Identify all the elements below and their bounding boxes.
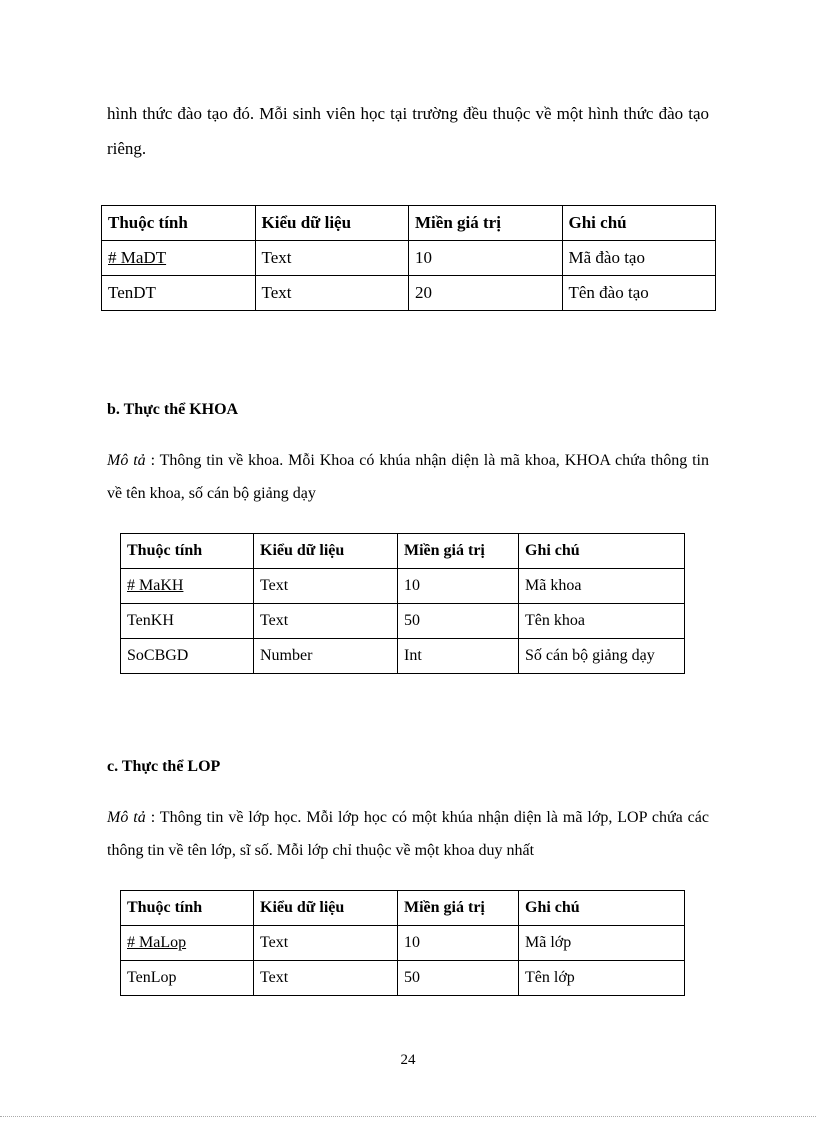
section-b-description: [107, 444, 709, 510]
header-cell: Thuộc tính: [121, 534, 254, 569]
table-cell: Text: [255, 241, 409, 276]
header-cell: Thuộc tính: [121, 891, 254, 926]
table-cell: SoCBGD: [121, 639, 254, 674]
table-header-row: [121, 534, 685, 569]
dao-tao-attribute-table: [101, 205, 716, 311]
table-cell: 10: [398, 926, 519, 961]
table-cell: 10: [409, 241, 563, 276]
header-cell: Ghi chú: [562, 206, 716, 241]
table-cell: TenKH: [121, 604, 254, 639]
table-cell: 50: [398, 961, 519, 996]
header-cell: Thuộc tính: [102, 206, 256, 241]
table-cell: Text: [254, 604, 398, 639]
header-cell: Kiểu dữ liệu: [254, 891, 398, 926]
table-cell: Text: [254, 961, 398, 996]
table-row: [102, 276, 716, 311]
table-header-row: [121, 891, 685, 926]
table-row: [121, 926, 685, 961]
table-row: [121, 639, 685, 674]
header-cell: Ghi chú: [519, 891, 685, 926]
primary-key-cell: # MaKH: [127, 577, 184, 594]
table-cell: 10: [398, 569, 519, 604]
table-cell: Mã đào tạo: [562, 241, 716, 276]
header-cell: Miền giá trị: [398, 534, 519, 569]
table-cell: TenLop: [121, 961, 254, 996]
table-cell: Text: [254, 926, 398, 961]
table-row: [121, 604, 685, 639]
description-text: : Thông tin về khoa. Mỗi Khoa có khúa nhận diện là mã khoa, KHOA chứa thông tin về tên khoa, số cán bộ giảng dạy: [107, 452, 709, 502]
header-cell: Miền giá trị: [409, 206, 563, 241]
description-label: Mô tả: [107, 452, 146, 469]
page-number: 24: [400, 1052, 416, 1068]
section-b-heading: b. Thực thể KHOA: [107, 401, 239, 418]
table-cell: Số cán bộ giảng dạy: [519, 639, 685, 674]
table-cell: 20: [409, 276, 563, 311]
header-cell: Ghi chú: [519, 534, 685, 569]
table-cell: Int: [398, 639, 519, 674]
description-label: Mô tả: [107, 809, 146, 826]
table-cell: Text: [255, 276, 409, 311]
lop-attribute-table: [120, 890, 685, 996]
page-bottom-divider: [0, 1116, 816, 1117]
table-cell: Mã khoa: [519, 569, 685, 604]
table-cell: Tên đào tạo: [562, 276, 716, 311]
table-cell: Tên lớp: [519, 961, 685, 996]
table-header-row: [102, 206, 716, 241]
section-c-description: [107, 801, 709, 867]
table-cell: Tên khoa: [519, 604, 685, 639]
table-cell: 50: [398, 604, 519, 639]
header-cell: Kiểu dữ liệu: [254, 534, 398, 569]
table-row: [102, 241, 716, 276]
table-row: [121, 569, 685, 604]
header-cell: Kiểu dữ liệu: [255, 206, 409, 241]
khoa-attribute-table: [120, 533, 685, 674]
intro-paragraph: hình thức đào tạo đó. Mỗi sinh viên học tại trường đều thuộc về một hình thức đào tạo riêng.: [107, 104, 709, 158]
table-cell: Number: [254, 639, 398, 674]
description-text: : Thông tin về lớp học. Mỗi lớp học có một khúa nhận diện là mã lớp, LOP chứa các thông tin về tên lớp, sĩ số. Mỗi lớp chỉ thuộc về một khoa duy nhất: [107, 809, 709, 859]
section-c-heading: c. Thực thể LOP: [107, 758, 221, 775]
table-cell: TenDT: [102, 276, 256, 311]
table-cell: Mã lớp: [519, 926, 685, 961]
header-cell: Miền giá trị: [398, 891, 519, 926]
table-row: [121, 961, 685, 996]
primary-key-cell: # MaDT: [108, 248, 167, 267]
table-cell: Text: [254, 569, 398, 604]
primary-key-cell: # MaLop: [127, 934, 187, 951]
